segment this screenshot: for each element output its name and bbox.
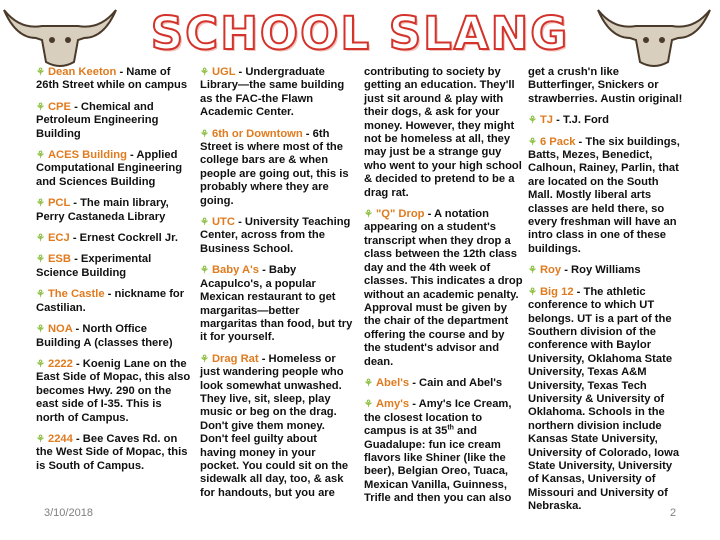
- slang-term: Baby A's: [211, 264, 259, 277]
- slang-term: "Q" Drop: [375, 208, 425, 221]
- slang-definition: - T.J. Ford: [553, 114, 609, 127]
- slang-definition: - nickname for Castilian.: [36, 288, 185, 314]
- list-item: [364, 398, 524, 505]
- column-4: [528, 66, 683, 522]
- list-item: [200, 353, 356, 500]
- list-item: [36, 323, 191, 350]
- list-item: [364, 377, 524, 390]
- list-item: [36, 288, 191, 315]
- list-item: [200, 216, 356, 256]
- longhorn-skull-icon: [0, 0, 120, 70]
- slang-term: 2244: [47, 432, 73, 445]
- list-item: [200, 128, 356, 208]
- leaf-icon: ⚘: [200, 217, 209, 229]
- slang-definition: - Chemical and Petroleum Engineering Building: [36, 100, 159, 140]
- slang-term: Roy: [539, 264, 562, 277]
- continued-text: get a crush'n like Butterfinger, Snickers or strawberries. Austin original!: [528, 66, 683, 105]
- leaf-icon: ⚘: [528, 286, 537, 298]
- list-item: [200, 264, 356, 344]
- list-item: [364, 208, 524, 369]
- slang-definition: - The athletic conference to which UT belongs. UT is a part of the Southern division of the conference with Baylor University, Oklahoma State University, Texas A&M University, Texas Tech University & University of Oklahoma. Schools in the northern division include Kansas State University, University of Colorado, Iowa State University, University of Kansas, University of Missouri and University of Nebraska.: [528, 285, 680, 513]
- slang-term: ESB: [47, 253, 71, 266]
- list-item: [36, 149, 191, 189]
- slang-definition: - University Teaching Center, across from the Business School.: [200, 216, 351, 255]
- leaf-icon: ⚘: [36, 433, 45, 445]
- leaf-icon: ⚘: [36, 233, 45, 245]
- continued-text: contributing to society by getting an education. They'll just sit around & play with their dogs, & ask for your money. However, they might not be homeless at all, they may just be a strange guy who went to your high school & decided to pretend to be a drag rat.: [364, 66, 522, 199]
- leaf-icon: ⚘: [364, 377, 373, 389]
- list-item: [36, 232, 191, 245]
- slang-term: UGL: [211, 66, 236, 78]
- column-3: [364, 66, 524, 514]
- slang-definition: - The main library, Perry Castaneda Library: [36, 197, 169, 223]
- longhorn-skull-icon: [594, 0, 714, 70]
- list-item: [528, 114, 683, 127]
- slang-term: Abel's: [375, 376, 410, 389]
- slang-term: TJ: [539, 114, 554, 127]
- slang-definition: - Experimental Science Building: [36, 253, 152, 279]
- slang-term: 6 Pack: [539, 135, 576, 148]
- list-item: [36, 66, 191, 93]
- slang-definition: - The six buildings, Batts, Mezes, Benedict, Calhoun, Rainey, Parlin, that are located on the South Mall. Mostly liberal arts classes are held there, so every freshman will have an intro class in one of these buildings.: [528, 135, 680, 255]
- list-item: [200, 66, 356, 120]
- column-1: [36, 66, 191, 481]
- slang-term: ACES Building: [47, 149, 127, 162]
- list-item: [528, 264, 683, 277]
- slang-term: PCL: [47, 197, 71, 210]
- leaf-icon: ⚘: [528, 265, 537, 277]
- slang-definition: - Bee Caves Rd. on the West Side of Mopac, this is South of Campus.: [36, 432, 188, 472]
- leaf-icon: ⚘: [364, 209, 373, 221]
- leaf-icon: ⚘: [36, 198, 45, 210]
- slang-definition: - Ernest Cockrell Jr.: [69, 232, 178, 245]
- slang-term: ECJ: [47, 232, 70, 245]
- slang-term: Amy's: [375, 398, 410, 411]
- slang-definition: - Koenig Lane on the East Side of Mopac, this also becomes Hwy. 290 on the east side of I-35. This is north of Campus.: [36, 357, 191, 424]
- slang-definition: - 6th Street is where most of the college bars are & when people are going out, this is probably where they are going.: [200, 127, 349, 207]
- leaf-icon: ⚘: [36, 254, 45, 266]
- slang-term: Dean Keeton: [47, 66, 117, 78]
- slang-term: Drag Rat: [211, 352, 259, 365]
- page-title: SCHOOL SLANG: [150, 7, 570, 60]
- leaf-icon: ⚘: [200, 353, 209, 365]
- leaf-icon: ⚘: [200, 128, 209, 140]
- slide-date: 3/10/2018: [44, 507, 93, 519]
- ordinal-suffix: th: [447, 424, 454, 432]
- leaf-icon: ⚘: [36, 324, 45, 336]
- list-item: [528, 136, 683, 257]
- slang-term: The Castle: [47, 288, 105, 301]
- page-number: 2: [670, 507, 677, 519]
- slang-term: 2222: [47, 357, 73, 370]
- slang-definition: - Applied Computational Engineering and Sciences Building: [36, 149, 183, 188]
- slang-term: UTC: [211, 216, 235, 229]
- slang-definition: - North Office Building A (classes there): [36, 323, 173, 349]
- slang-term: 6th or Downtown: [211, 127, 303, 140]
- leaf-icon: ⚘: [36, 358, 45, 370]
- leaf-icon: ⚘: [200, 265, 209, 277]
- leaf-icon: ⚘: [364, 399, 373, 411]
- list-item: [528, 286, 683, 514]
- slang-term: Big 12: [539, 285, 574, 298]
- slang-definition-continued: and Guadalupe: fun ice cream flavors like Shiner (like the beer), Belgian Oreo, Tuaca, Mexican Vanilla, Guinness, Trifle and then you can also: [364, 425, 512, 505]
- leaf-icon: ⚘: [36, 67, 45, 78]
- slang-term: NOA: [47, 323, 73, 336]
- list-item: [36, 358, 191, 425]
- slang-definition: - Undergraduate Library—the same building as the FAC-the Flawn Academic Center.: [200, 66, 345, 119]
- column-2: [200, 66, 356, 508]
- leaf-icon: ⚘: [36, 289, 45, 301]
- list-item: [36, 433, 191, 473]
- slang-definition: - Name of 26th Street while on campus: [36, 66, 188, 92]
- slang-definition: - Cain and Abel's: [409, 376, 503, 389]
- slang-definition: - Roy Williams: [561, 264, 641, 277]
- slang-definition: - Homeless or just wandering people who look somewhat unwashed. They live, sit, sleep, play music or beg on the drag. Don't give them money. Don't feel guilty about having money in your pocket. You could sit on the sidewalk all day, too, & ask for handouts, but you are: [200, 352, 349, 499]
- leaf-icon: ⚘: [528, 136, 537, 148]
- list-item: [36, 101, 191, 141]
- list-item: [36, 253, 191, 280]
- slang-definition: - Baby Acapulco's, a popular Mexican restaurant to get margaritas—better margaritas than food, but try it for yourself.: [200, 264, 353, 344]
- slang-term: CPE: [47, 100, 71, 113]
- slang-definition: - Amy's Ice Cream, the closest location to campus is at 35: [364, 398, 512, 438]
- slang-definition: - A notation appearing on a student's transcript when they drop a class between the 12th class day and the 4th week of classes. This indicates a drop without an academic penalty. Approval must be given by the chair of the department offering the course and by the student's advisor and dean.: [364, 208, 523, 368]
- leaf-icon: ⚘: [36, 101, 45, 113]
- list-item: [36, 197, 191, 224]
- leaf-icon: ⚘: [528, 115, 537, 127]
- leaf-icon: ⚘: [36, 150, 45, 162]
- leaf-icon: ⚘: [200, 67, 209, 78]
